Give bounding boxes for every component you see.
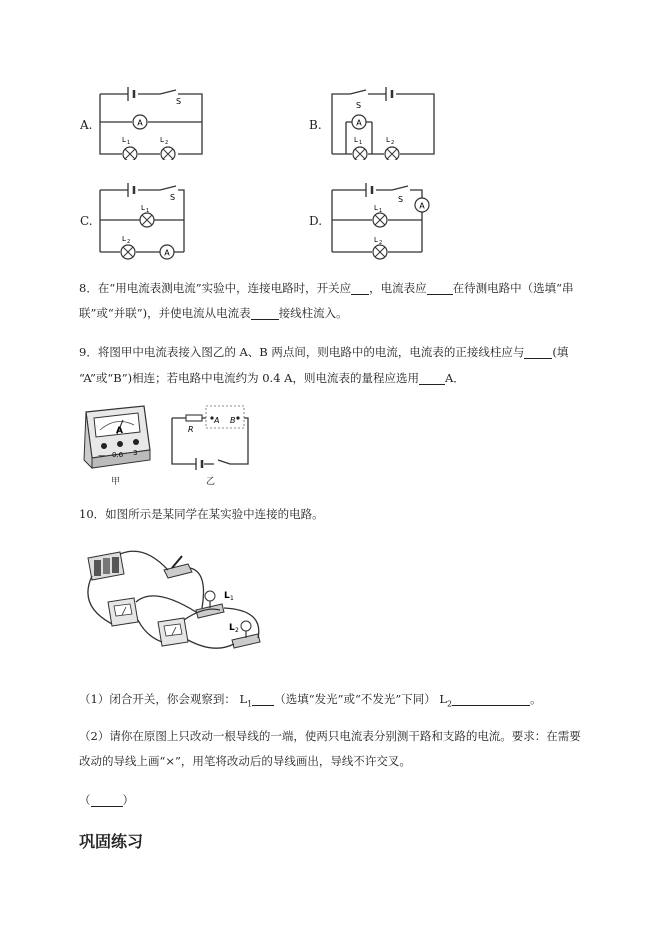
resistor-r-label: R [188,425,194,434]
q9-text-1: 9．将图甲中电流表接入图乙的 A、B 两点间，则电路中的电流，电流表的正接线柱应与 [79,345,525,359]
q8-text-3: 在待测电路中（选填“串 [452,281,574,295]
q9-text-2: (填 [552,345,569,359]
q8-text-1: 8．在“用电流表测电流”实验中，连接电路时，开关应 [79,281,352,295]
lamp2-c-sub: 2 [127,239,131,245]
lamp1-a-label: L [122,136,126,144]
fig-lamp1-sub: 1 [230,595,234,602]
fig-lamp2-label: L [229,623,235,633]
question-10-part-2-line-1: （2）请你在原图上只改动一根导线的一端，使两只电流表分别测干路和支路的电流。要求：在需要 [79,729,581,743]
question-10-part-1 [79,687,542,716]
battery-box [88,552,124,580]
q8-blank-terminal[interactable] [251,305,279,320]
answer-bracket [79,788,134,812]
lamp2-b-label: L [386,136,390,144]
question-9-line-1 [79,340,568,364]
q10-p1-text-3: 。 [530,692,542,706]
switch-c-label: S [170,193,176,202]
knife-switch [164,556,192,578]
ammeter-c-label: A [164,248,170,258]
ammeter-d-label: A [419,201,425,211]
q10-p1-text-1: （1）闭合开关，你会观察到： L [79,692,248,706]
lamp-l1 [196,591,224,618]
point-a-label: A [214,416,220,425]
lamp1-d-label: L [374,204,378,212]
ammeter-device-1 [108,598,138,626]
meter-face-label: A [116,426,123,436]
lamp1-b-sub: 1 [359,140,363,146]
circuit-diagram-d [330,180,440,260]
q10-p1-sub-2: 2 [447,699,453,709]
q8-blank-connection[interactable] [427,280,453,295]
option-a-label: A. [80,118,93,132]
lamp2-b-sub: 2 [391,140,395,146]
q9-text-4: A． [445,371,465,385]
answer-bracket-open: （ [79,793,91,807]
lamp2-a-sub: 2 [165,140,169,146]
q9-blank-range[interactable] [419,370,445,385]
option-d-label: D. [309,214,323,228]
q8-text-4: 联”或“并联”)，并使电流从电流表 [79,306,251,320]
ammeter-a-label: A [137,118,143,128]
switch-d-label: S [398,195,404,204]
q8-blank-switch[interactable] [351,280,369,295]
lamp2-a-label: L [160,136,164,144]
terminal-0-6: 0.6 [112,451,124,459]
question-8-line-1 [79,276,573,300]
terminal-3: 3 [133,449,138,457]
lamp1-a-sub: 1 [127,140,131,146]
question-8-line-2 [79,301,348,325]
fig-lamp1-label: L [224,591,230,601]
question-10-stem: 10．如图所示是某同学在某实验中连接的电路。 [79,507,324,521]
circuit-diagram-a [98,84,208,160]
ammeter-device-2 [158,618,188,646]
q9-text-3: “A”或“B”)相连；若电路中电流约为 0.4 A，则电流表的量程应选用 [79,371,419,385]
fig-lamp2-sub: 2 [235,627,239,634]
section-title: 巩固练习 [79,832,144,851]
lamp1-c-label: L [141,204,145,212]
figure-jia-caption: 甲 [111,477,121,487]
ammeter-b-label: A [356,118,362,128]
question-9-line-2 [79,366,465,390]
q10-p1-text-2: （选填“发光”或“不发光”下同） L [274,692,448,706]
lamp2-d-sub: 2 [379,240,383,246]
answer-blank[interactable] [91,792,123,807]
q10-p1-sub-1: 1 [247,699,253,709]
circuit-diagram-c [98,180,208,260]
circuit-figure-yi [168,402,252,470]
lamp-l2 [232,621,260,648]
figure-yi-caption: 乙 [206,477,216,487]
ammeter-device-figure [78,400,154,470]
option-c-label: C. [80,214,93,228]
q9-blank-terminal[interactable] [524,344,552,359]
question-10-part-2-line-2: 改动的导线上画“×”，用笔将改动后的导线画出，导线不许交叉。 [79,754,411,768]
point-b-label: B [230,416,236,425]
switch-b-label: S [356,101,362,110]
switch-a-label: S [176,97,182,106]
q8-text-5: 接线柱流入。 [278,306,348,320]
lamp2-d-label: L [374,236,378,244]
answer-bracket-close: ） [122,793,134,807]
option-b-label: B. [309,118,322,132]
q10-blank-l2[interactable] [452,691,530,706]
lamp1-c-sub: 1 [146,208,150,214]
lamp2-c-label: L [122,235,126,243]
terminal-negative: — [98,451,106,460]
lamp1-b-label: L [354,136,358,144]
q10-blank-l1[interactable] [252,691,274,706]
q8-text-2: ，电流表应 [369,281,427,295]
lamp1-d-sub: 1 [379,208,383,214]
physical-circuit-figure [84,546,270,654]
circuit-diagram-b [330,84,440,160]
